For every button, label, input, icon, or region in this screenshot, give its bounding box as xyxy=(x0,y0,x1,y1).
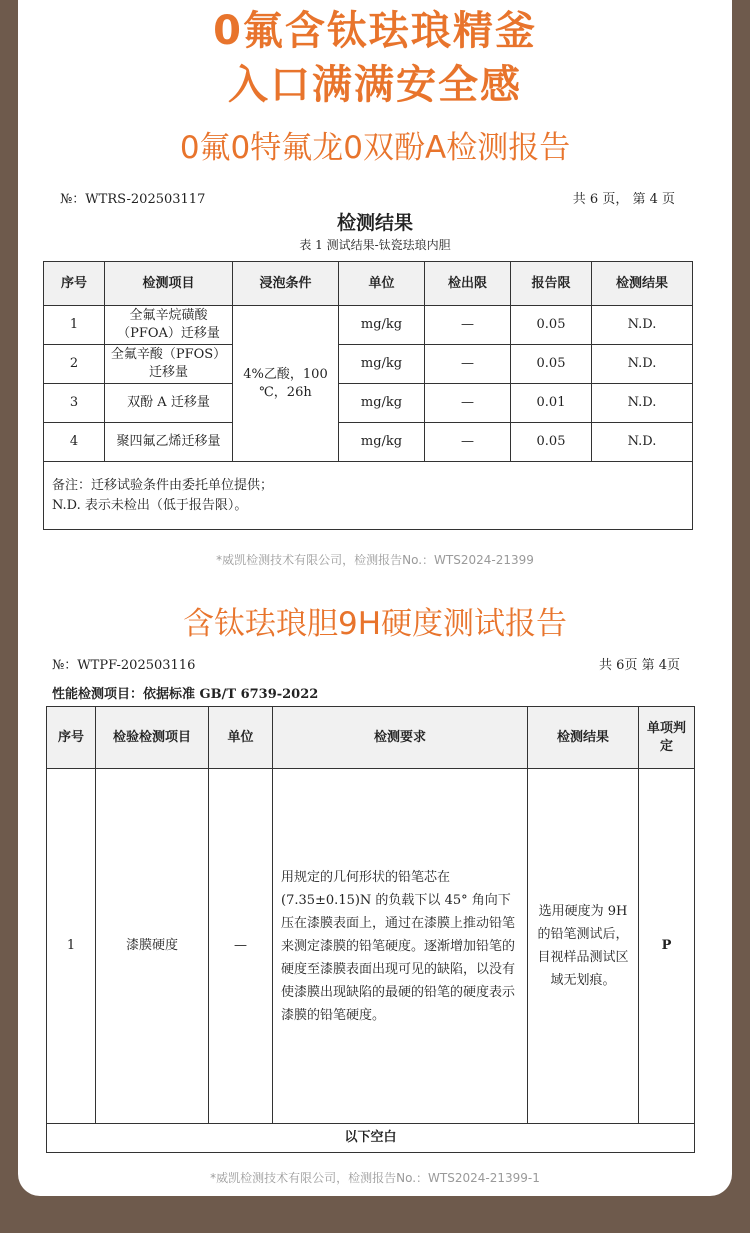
col-header: 检测结果 xyxy=(528,707,639,769)
row-no: 3 xyxy=(44,384,105,423)
table-header-row xyxy=(47,707,695,769)
col-header: 单位 xyxy=(209,707,273,769)
row-result: 选用硬度为 9H 的铅笔测试后，目视样品测试区域无划痕。 xyxy=(528,769,639,1124)
report2-standard: 性能检测项目：依据标准 GB/T 6739-2022 xyxy=(52,687,319,702)
row-unit: mg/kg xyxy=(339,384,425,423)
row-result: N.D. xyxy=(592,345,693,384)
row-result: N.D. xyxy=(592,306,693,345)
row-item: 聚四氟乙烯迁移量 xyxy=(105,423,233,462)
table-note-row xyxy=(44,462,693,530)
hero-title-line2: 入口满满安全感 xyxy=(228,62,522,108)
row-unit: mg/kg xyxy=(339,345,425,384)
col-header: 检出限 xyxy=(425,262,511,306)
row-unit: — xyxy=(209,769,273,1124)
soak-condition: 4%乙酸，100 ℃，26h xyxy=(233,306,339,462)
row-verdict: P xyxy=(639,769,695,1124)
table-footer: 以下空白 xyxy=(47,1124,695,1153)
report2-source: *威凯检测技术有限公司，检测报告No.：WTS2024-21399-1 xyxy=(210,1171,540,1185)
table-row xyxy=(47,769,695,1124)
row-item: 双酚 A 迁移量 xyxy=(105,384,233,423)
row-result: N.D. xyxy=(592,384,693,423)
col-header: 检测项目 xyxy=(105,262,233,306)
row-lod: — xyxy=(425,423,511,462)
table-header-row xyxy=(44,262,693,306)
table-row xyxy=(44,384,693,423)
row-limit: 0.01 xyxy=(511,384,592,423)
table-row xyxy=(44,345,693,384)
col-header: 报告限 xyxy=(511,262,592,306)
row-requirement: 用规定的几何形状的铅笔芯在(7.35±0.15)N 的负载下以 45° 角向下压在漆膜表面上，通过在漆膜上推动铅笔来测定漆膜的铅笔硬度。逐渐增加铅笔的硬度至漆膜表面出现可见的缺陷，以没有使漆膜出现缺陷的最硬的铅笔的硬度表示漆膜的铅笔硬度。 xyxy=(273,769,528,1124)
table-footer-row xyxy=(47,1124,695,1153)
hero-title-line1: 0氟含钛珐琅精釜 xyxy=(213,8,537,54)
report1-table-caption: 表 1 测试结果-钛瓷珐琅内胆 xyxy=(299,238,451,252)
report1-number: №：WTRS-202503117 xyxy=(60,192,206,207)
report1-table xyxy=(43,261,693,530)
col-header: 检测要求 xyxy=(273,707,528,769)
row-item: 全氟辛烷磺酸（PFOA）迁移量 xyxy=(105,306,233,345)
table-row xyxy=(44,306,693,345)
col-header: 序号 xyxy=(44,262,105,306)
report2-title: 含钛珐琅胆9H硬度测试报告 xyxy=(182,606,568,642)
note-line1: 备注：迁移试验条件由委托单位提供； xyxy=(52,477,274,493)
row-no: 1 xyxy=(44,306,105,345)
row-limit: 0.05 xyxy=(511,306,592,345)
row-no: 2 xyxy=(44,345,105,384)
row-no: 4 xyxy=(44,423,105,462)
row-result: N.D. xyxy=(592,423,693,462)
row-unit: mg/kg xyxy=(339,423,425,462)
row-item: 全氟辛酸（PFOS）迁移量 xyxy=(105,345,233,384)
note-line2: N.D. 表示未检出（低于报告限）。 xyxy=(52,497,248,513)
row-lod: — xyxy=(425,306,511,345)
col-header: 单位 xyxy=(339,262,425,306)
table-row xyxy=(44,423,693,462)
row-unit: mg/kg xyxy=(339,306,425,345)
report2-number: №：WTPF-202503116 xyxy=(52,658,196,673)
row-item: 漆膜硬度 xyxy=(96,769,209,1124)
report1-page: 共 6 页， 第 4 页 xyxy=(572,192,675,207)
report2-table xyxy=(46,706,695,1153)
row-lod: — xyxy=(425,345,511,384)
report1-source: *威凯检测技术有限公司，检测报告No.：WTS2024-21399 xyxy=(216,553,534,567)
row-limit: 0.05 xyxy=(511,345,592,384)
report2-page: 共 6页 第 4页 xyxy=(599,658,680,673)
col-header: 浸泡条件 xyxy=(233,262,339,306)
col-header: 单项判定 xyxy=(639,707,695,769)
col-header: 检测结果 xyxy=(592,262,693,306)
row-lod: — xyxy=(425,384,511,423)
report1-doc-title: 检测结果 xyxy=(336,212,413,234)
col-header: 检验检测项目 xyxy=(96,707,209,769)
row-limit: 0.05 xyxy=(511,423,592,462)
report1-title: 0氟0特氟龙0双酚A检测报告 xyxy=(179,130,571,166)
table-note xyxy=(44,462,693,530)
col-header: 序号 xyxy=(47,707,96,769)
row-no: 1 xyxy=(47,769,96,1124)
